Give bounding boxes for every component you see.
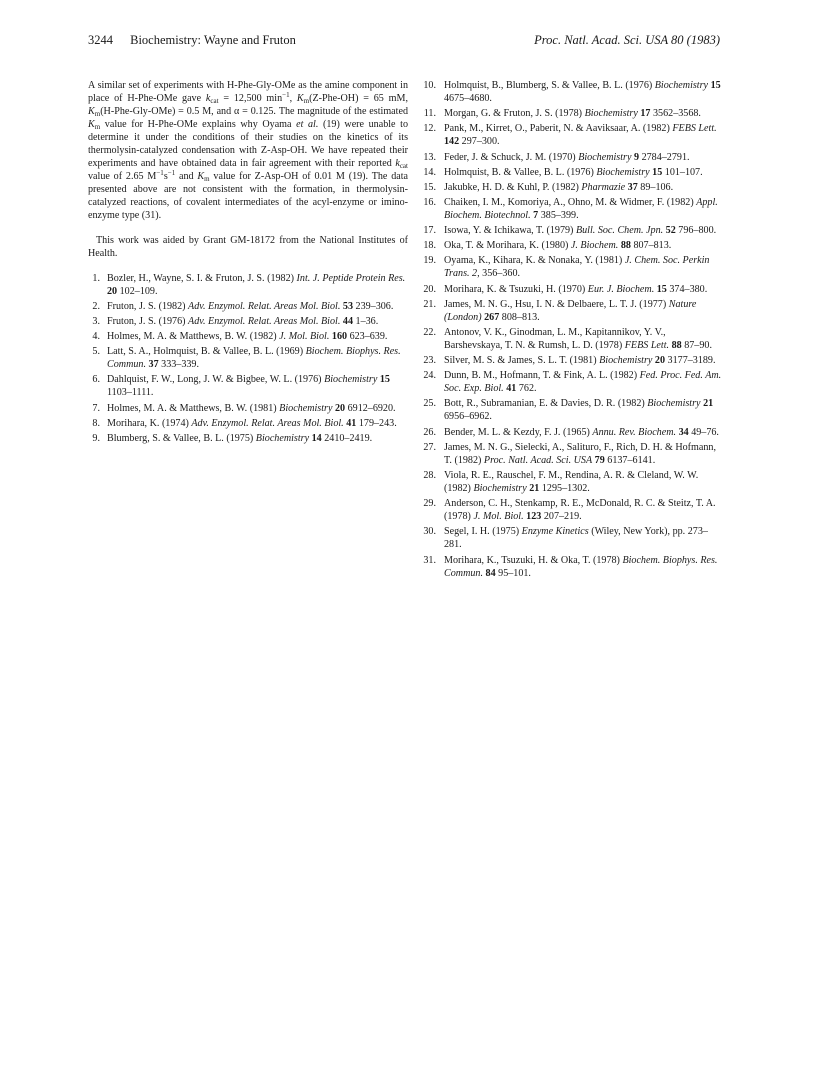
reference-authors: Holmquist, B. & Vallee, B. L. (1976) bbox=[444, 166, 594, 178]
reference-number: 9. bbox=[92, 432, 100, 444]
reference-item bbox=[423, 497, 725, 523]
reference-item bbox=[423, 181, 725, 194]
reference-pages: 95–101. bbox=[498, 567, 531, 579]
reference-volume: 15 bbox=[656, 283, 667, 295]
reference-item bbox=[423, 525, 725, 551]
left-column bbox=[88, 79, 408, 447]
reference-pages: 374–380. bbox=[669, 283, 708, 295]
reference-volume: 15 bbox=[710, 80, 721, 91]
reference-journal: Annu. Rev. Biochem. bbox=[592, 426, 677, 438]
reference-authors: Isowa, Y. & Ichikawa, T. (1979) bbox=[444, 225, 574, 237]
reference-journal: J. Biochem. bbox=[570, 240, 619, 252]
reference-authors: Pank, M., Kirret, O., Paberit, N. & Aaviksaar, A. (1982) bbox=[444, 123, 670, 135]
reference-pages: 762. bbox=[518, 383, 537, 395]
reference-pages: 4675–4680. bbox=[444, 93, 492, 105]
reference-volume: 267 bbox=[484, 311, 500, 323]
reference-pages: 1–36. bbox=[355, 315, 379, 327]
reference-authors: Bott, R., Subramanian, E. & Davies, D. R. (1982) bbox=[444, 398, 645, 410]
reference-item bbox=[88, 373, 408, 399]
reference-item bbox=[423, 397, 725, 423]
reference-authors: Morihara, K. & Tsuzuki, H. (1970) bbox=[444, 283, 586, 295]
reference-journal: Biochemistry bbox=[255, 432, 310, 444]
reference-volume: 9 bbox=[633, 151, 640, 163]
reference-pages: 2784–2791. bbox=[641, 151, 690, 163]
reference-journal: Pharmazie bbox=[581, 181, 626, 193]
reference-number: 22. bbox=[423, 326, 436, 338]
reference-authors: Chaiken, I. M., Komoriya, A., Ohno, M. & Widmer, F. (1982) bbox=[444, 196, 694, 208]
reference-list-left bbox=[88, 272, 408, 445]
reference-item bbox=[88, 402, 408, 415]
reference-journal: Enzyme Kinetics bbox=[521, 526, 589, 538]
running-title: Biochemistry: Wayne and Fruton bbox=[130, 33, 296, 47]
reference-item bbox=[88, 417, 408, 430]
reference-journal: Appl. Biochem. Biotechnol. bbox=[444, 196, 718, 221]
reference-authors: Oyama, K., Kihara, K. & Nonaka, Y. (1981) bbox=[444, 255, 623, 267]
reference-authors: Jakubke, H. D. & Kuhl, P. (1982) bbox=[444, 181, 579, 193]
reference-journal: Adv. Enzymol. Relat. Areas Mol. Biol. bbox=[188, 300, 341, 312]
reference-number: 2. bbox=[92, 300, 100, 312]
reference-authors: Morgan, G. & Fruton, J. S. (1978) bbox=[444, 108, 583, 120]
reference-pages: 49–76. bbox=[691, 426, 719, 438]
reference-volume: 142 bbox=[444, 136, 460, 148]
reference-number: 10. bbox=[423, 80, 436, 91]
reference-authors: Fruton, J. S. (1982) bbox=[107, 300, 186, 312]
reference-pages: 807–813. bbox=[633, 240, 672, 252]
reference-item bbox=[423, 196, 725, 222]
reference-pages: 3177–3189. bbox=[667, 355, 716, 367]
reference-authors: Fruton, J. S. (1976) bbox=[107, 315, 186, 327]
reference-volume: 34 bbox=[678, 426, 689, 438]
reference-journal: Adv. Enzymol. Relat. Areas Mol. Biol. bbox=[191, 417, 344, 429]
reference-journal: Int. J. Peptide Protein Res. bbox=[296, 272, 406, 284]
reference-item bbox=[423, 426, 725, 439]
reference-number: 25. bbox=[423, 398, 436, 410]
reference-volume: 44 bbox=[342, 315, 353, 327]
reference-number: 28. bbox=[423, 469, 436, 481]
journal-citation: Proc. Natl. Acad. Sci. USA 80 (1983) bbox=[534, 33, 720, 47]
reference-authors: Dunn, B. M., Hofmann, T. & Fink, A. L. (1982) bbox=[444, 370, 638, 382]
reference-number: 15. bbox=[423, 181, 436, 193]
reference-volume: 88 bbox=[620, 240, 631, 252]
results-paragraph: A similar set of experiments with H-Phe-Gly-OMe as the amine component in place of H-Phe-OMe gave $k_{cat} = 12,500$ $\min^{-1}$, $K_m(Z-Phe-OH) = 65$ mM, $K_m(H-Phe-Gly-OMe) = 0.5$ M, and α = 0.125. The magnitude of the estimated $K_m$ value for H-Phe-OMe explains why Oyama et al. (19) were unable to determine it under the conditions of their studies on the kinetics of its thermolysin-catalyzed condensation with Z-Asp-OH. We have repeated their experiments and have obtained data in fair agreement with their reported $k_{cat}$ value of 2.65 $M^{-1}s^{-1}$ and $K_m$ value for Z-Asp-OH of 0.01 M (19). The data presented above are not consistent with the formation, in thermolysin-catalyzed reactions, of covalent intermediates of the acyl-enzyme or imino-enzyme type (31). bbox=[88, 80, 409, 222]
reference-journal: Adv. Enzymol. Relat. Areas Mol. Biol. bbox=[188, 315, 341, 327]
reference-volume: 37 bbox=[148, 359, 159, 371]
reference-item bbox=[423, 369, 725, 395]
reference-journal: J. Mol. Biol. bbox=[473, 511, 524, 523]
reference-volume: 14 bbox=[311, 432, 322, 444]
reference-volume: 41 bbox=[346, 417, 357, 429]
reference-journal: Biochemistry bbox=[473, 483, 527, 494]
reference-authors: Holmquist, B., Blumberg, S. & Vallee, B. L. (1976) bbox=[444, 80, 653, 91]
reference-authors: Feder, J. & Schuck, J. M. (1970) bbox=[444, 151, 576, 163]
reference-item bbox=[423, 151, 725, 164]
reference-number: 20. bbox=[423, 283, 436, 295]
reference-authors: Holmes, M. A. & Matthews, B. W. (1982) bbox=[107, 331, 277, 343]
reference-volume: 21 bbox=[703, 398, 714, 410]
reference-number: 1. bbox=[92, 272, 100, 284]
reference-volume: 41 bbox=[506, 383, 517, 395]
reference-authors: Antonov, V. K., Ginodman, L. M., Kapitannikov, Y. V., Barshevskaya, T. N. & Rumsh, L. D. (1978) bbox=[444, 326, 666, 351]
reference-item bbox=[88, 300, 408, 313]
reference-volume: (Wiley, New York), pp. bbox=[591, 526, 686, 538]
reference-item bbox=[88, 330, 408, 343]
reference-journal: Proc. Natl. Acad. Sci. USA bbox=[483, 454, 593, 466]
reference-volume: 21 bbox=[529, 483, 540, 494]
reference-pages: 101–107. bbox=[664, 166, 703, 178]
reference-item bbox=[423, 166, 725, 179]
page-number: 3244 bbox=[88, 33, 113, 47]
reference-journal: Biochemistry bbox=[596, 166, 650, 178]
reference-number: 7. bbox=[92, 402, 100, 414]
reference-number: 30. bbox=[423, 526, 436, 538]
reference-volume: 123 bbox=[526, 511, 542, 523]
reference-journal: Biochem. Biophys. Res. Commun. bbox=[444, 554, 718, 579]
reference-authors: Bozler, H., Wayne, S. I. & Fruton, J. S. (1982) bbox=[107, 272, 294, 284]
reference-authors: Morihara, K. (1974) bbox=[107, 417, 189, 429]
reference-journal: Eur. J. Biochem. bbox=[587, 283, 655, 295]
reference-number: 4. bbox=[92, 331, 100, 343]
reference-authors: Silver, M. S. & James, S. L. T. (1981) bbox=[444, 355, 597, 367]
reference-journal: Fed. Proc. Fed. Am. Soc. Exp. Biol. bbox=[444, 370, 722, 395]
reference-volume: 20 bbox=[654, 355, 666, 367]
reference-volume: 160 bbox=[331, 331, 348, 343]
reference-item bbox=[423, 79, 725, 105]
reference-pages: 3562–3568. bbox=[653, 108, 701, 120]
reference-item bbox=[423, 354, 725, 367]
reference-number: 24. bbox=[423, 370, 436, 382]
reference-volume: 15 bbox=[652, 166, 663, 178]
reference-item bbox=[423, 554, 725, 580]
acknowledgment: This work was aided by Grant GM-18172 from the National Institutes of Health. bbox=[88, 234, 408, 259]
reference-pages: 6956–6962. bbox=[444, 411, 492, 423]
reference-item bbox=[423, 122, 725, 148]
reference-number: 13. bbox=[423, 151, 436, 163]
reference-journal: J. Mol. Biol. bbox=[279, 331, 330, 343]
reference-pages: 297–300. bbox=[461, 136, 500, 148]
reference-list-right bbox=[423, 79, 725, 580]
reference-pages: 89–106. bbox=[640, 181, 674, 193]
reference-number: 23. bbox=[423, 355, 436, 367]
reference-pages: 273–281. bbox=[444, 526, 708, 551]
reference-journal: Biochemistry bbox=[584, 108, 638, 120]
reference-pages: 796–800. bbox=[678, 225, 717, 237]
reference-journal: Biochemistry bbox=[599, 355, 653, 367]
reference-pages: 102–109. bbox=[119, 285, 158, 297]
reference-number: 14. bbox=[423, 166, 436, 178]
reference-number: 3. bbox=[92, 315, 100, 327]
reference-journal: Biochemistry bbox=[647, 398, 701, 410]
reference-journal: FEBS Lett. bbox=[624, 339, 670, 351]
reference-item bbox=[423, 239, 725, 252]
reference-pages: 385–399. bbox=[540, 209, 579, 221]
reference-volume: 17 bbox=[640, 108, 651, 120]
reference-journal: J. Chem. Soc. Perkin Trans. 2, bbox=[444, 255, 710, 280]
reference-item bbox=[423, 298, 725, 324]
reference-item bbox=[423, 107, 725, 120]
reference-authors: Viola, R. E., Rauschel, F. M., Rendina, A. R. & Cleland, W. W. (1982) bbox=[444, 469, 699, 494]
reference-number: 19. bbox=[423, 255, 436, 267]
reference-volume: 37 bbox=[627, 181, 638, 193]
reference-authors: Morihara, K., Tsuzuki, H. & Oka, T. (1978) bbox=[444, 554, 620, 566]
reference-journal: Biochemistry bbox=[654, 80, 709, 91]
reference-authors: Dahlquist, F. W., Long, J. W. & Bigbee, W. L. (1976) bbox=[107, 374, 322, 386]
reference-journal: Nature (London) bbox=[444, 298, 697, 323]
reference-journal: Biochem. Biophys. Res. Commun. bbox=[107, 346, 401, 371]
reference-number: 12. bbox=[423, 123, 436, 135]
reference-item bbox=[423, 326, 725, 352]
reference-pages: 207–219. bbox=[543, 511, 582, 523]
reference-number: 29. bbox=[423, 498, 436, 510]
reference-volume: 20 bbox=[334, 402, 346, 414]
reference-item bbox=[423, 254, 725, 280]
reference-pages: 87–90. bbox=[684, 339, 712, 351]
reference-item bbox=[88, 345, 408, 371]
reference-number: 17. bbox=[423, 225, 436, 237]
reference-number: 6. bbox=[92, 374, 100, 386]
reference-pages: 333–339. bbox=[161, 359, 199, 371]
reference-volume: 79 bbox=[594, 454, 605, 466]
reference-journal: Biochemistry bbox=[324, 374, 378, 386]
reference-number: 5. bbox=[92, 346, 100, 358]
reference-item bbox=[88, 315, 408, 328]
reference-volume: 84 bbox=[485, 567, 496, 579]
reference-pages: 1295–1302. bbox=[541, 483, 590, 494]
reference-volume: 15 bbox=[379, 374, 390, 386]
reference-authors: Anderson, C. H., Stenkamp, R. E., McDonald, R. C. & Steitz, T. A. (1978) bbox=[444, 498, 716, 523]
reference-number: 26. bbox=[423, 426, 436, 438]
running-header-left bbox=[88, 33, 296, 48]
right-column bbox=[423, 79, 725, 582]
reference-number: 16. bbox=[423, 196, 436, 208]
reference-authors: Bender, M. L. & Kezdy, F. J. (1965) bbox=[444, 426, 590, 438]
reference-authors: Latt, S. A., Holmquist, B. & Vallee, B. L. (1969) bbox=[107, 346, 304, 358]
reference-number: 31. bbox=[423, 554, 436, 566]
reference-pages: 6137–6141. bbox=[607, 454, 656, 466]
reference-authors: Segel, I. H. (1975) bbox=[444, 526, 520, 538]
reference-number: 18. bbox=[423, 240, 436, 252]
reference-journal: FEBS Lett. bbox=[672, 123, 717, 135]
reference-volume: 88 bbox=[671, 339, 682, 351]
reference-pages: 239–306. bbox=[355, 300, 394, 312]
reference-authors: Holmes, M. A. & Matthews, B. W. (1981) bbox=[107, 402, 277, 414]
reference-number: 8. bbox=[92, 417, 100, 429]
reference-pages: 356–360. bbox=[482, 268, 521, 280]
reference-item bbox=[423, 469, 725, 495]
reference-volume: 53 bbox=[342, 300, 353, 312]
reference-journal: Bull. Soc. Chem. Jpn. bbox=[575, 225, 664, 237]
reference-item bbox=[423, 224, 725, 237]
reference-journal: Biochemistry bbox=[578, 151, 632, 163]
reference-item bbox=[423, 283, 725, 296]
reference-authors: Oka, T. & Morihara, K. (1980) bbox=[444, 240, 569, 252]
reference-volume: 7 bbox=[533, 209, 539, 221]
reference-pages: 179–243. bbox=[358, 417, 397, 429]
reference-volume: 20 bbox=[107, 285, 118, 297]
reference-volume: 52 bbox=[665, 225, 676, 237]
reference-journal: Biochemistry bbox=[279, 402, 333, 414]
reference-item bbox=[88, 432, 408, 445]
reference-authors: Blumberg, S. & Vallee, B. L. (1975) bbox=[107, 432, 254, 444]
reference-pages: 2410–2419. bbox=[324, 432, 373, 444]
reference-authors: James, M. N. G., Hsu, I. N. & Delbaere, L. T. J. (1977) bbox=[444, 298, 667, 310]
reference-pages: 6912–6920. bbox=[347, 402, 396, 414]
reference-pages: 1103–1111. bbox=[107, 387, 154, 399]
reference-number: 21. bbox=[423, 298, 436, 310]
reference-authors: James, M. N. G., Sielecki, A., Salituro, F., Rich, D. H. & Hofmann, T. (1982) bbox=[444, 441, 716, 466]
reference-pages: 623–639. bbox=[349, 331, 388, 343]
reference-number: 11. bbox=[423, 108, 436, 120]
reference-pages: 808–813. bbox=[501, 311, 540, 323]
reference-number: 27. bbox=[423, 441, 436, 453]
reference-item bbox=[423, 441, 725, 467]
reference-item bbox=[88, 272, 408, 298]
